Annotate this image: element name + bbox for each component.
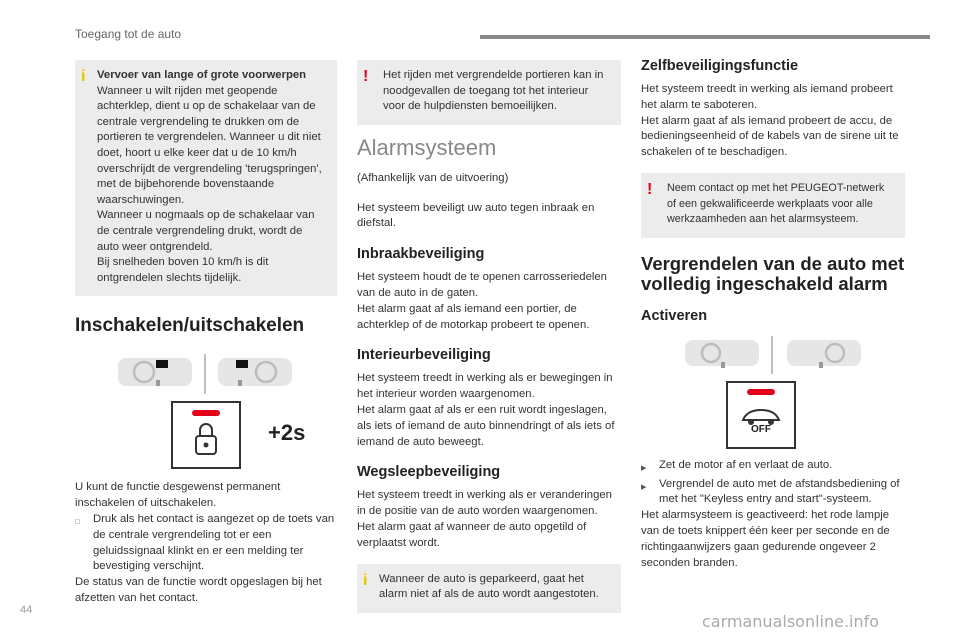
bullet-item: [641, 458, 905, 477]
info-text: Wanneer de auto is geparkeerd, gaat het alarm niet af als de auto wordt aangestoten.: [379, 572, 599, 601]
info-box-transport: [75, 60, 337, 296]
bullet-arrow-icon: ▶: [641, 483, 647, 491]
warning-box-peugeot: [641, 173, 905, 238]
bullet-text: Zet de motor af en verlaat de auto.: [659, 458, 833, 471]
plus-2s-label: +2s: [268, 420, 306, 446]
warning-box-doors: [357, 60, 621, 125]
lock-button-icon: [170, 400, 242, 470]
info-icon: i: [363, 571, 368, 589]
bullet-text: Druk als het contact is aangezet op de toets van de centrale vergrendeling tot er een geluidssignaal klinkt en er een melding ter bevestiging verschijnt.: [93, 512, 335, 573]
bullet-arrow-icon: [75, 512, 93, 575]
section-header: Toegang tot de auto: [75, 27, 182, 41]
dashboard-illustration-1: [116, 350, 296, 396]
info-icon: i: [81, 68, 86, 85]
text-inbraak: Het systeem houdt de te openen carrosseriedelen van de auto in de gaten. Het alarm gaat af als iemand een portier, de achterklep of de motorkap probeert te openen.: [357, 271, 607, 331]
heading-activeren: Activeren: [641, 307, 708, 324]
heading-vergrendelen: Vergrendelen van de auto met volledig ingeschakeld alarm: [641, 252, 905, 294]
warning-text: Neem contact op met het PEUGEOT-netwerk of een gekwalificeerde werkplaats voor alle werkzaamheden aan het alarmsysteem.: [667, 181, 885, 226]
off-label: OFF: [751, 423, 771, 435]
heading-inbraak: Inbraakbeveiliging: [357, 246, 485, 263]
bullet-arrow-icon: ▶: [641, 464, 647, 472]
bullet-text: Vergrendel de auto met de afstandsbediening of met het "Keyless entry and start"-systeem.: [659, 477, 900, 506]
p-functie: U kunt de functie desgewenst permanent inschakelen of uitschakelen.: [75, 481, 281, 510]
column-2: [357, 60, 621, 613]
p-status: De status van de functie wordt opgeslagen bij het afzetten van het contact.: [75, 576, 322, 604]
note-uitvoering: (Afhankelijk van de uitvoering): [357, 171, 509, 184]
warning-text: Het rijden met vergrendelde portieren kan in noodgevallen de toegang tot het interieur voor de hulpdiensten bemoeilijken.: [383, 69, 604, 113]
heading-wegsleep: Wegsleepbeveiliging: [357, 464, 501, 481]
alarm-button-illustration: [641, 380, 905, 452]
info-box-title: Vervoer van lange of grote voorwerpen: [97, 69, 307, 81]
heading-interieur: Interieurbeveiliging: [357, 347, 491, 364]
dashboard-illustration-2: [683, 334, 863, 376]
header-bar: [480, 35, 930, 39]
info-box-parked: [357, 564, 621, 613]
warning-icon: !: [363, 68, 369, 85]
alarm-off-button-icon: [725, 380, 797, 450]
column-3: [641, 52, 905, 579]
warning-icon: !: [647, 180, 653, 198]
bullet-item: [641, 477, 905, 509]
heading-zelfbeveiliging: Zelfbeveiligingsfunctie: [641, 58, 799, 74]
text-zelfbeveiliging: Het systeem treedt in werking als iemand probeert het alarm te saboteren. Het alarm gaat af als iemand probeert de accu, de bedieningseenheid of de kabels van de sirene uit te schakelen of te beschadigen.: [641, 83, 899, 159]
intro-text: Het systeem beveiligt uw auto tegen inbraak en diefstal.: [357, 201, 595, 230]
column-1: [75, 60, 337, 615]
text-interieur: Het systeem treedt in werking als er bewegingen in het interieur worden waargenomen. Het alarm gaat af als er een ruit wordt ingeslagen, als iets of iemand de auto binnendringt of als iets of iemand de auto beweegt.: [357, 372, 615, 448]
title-alarmsysteem: Alarmsysteem: [357, 134, 497, 160]
heading-inschakelen: Inschakelen/uitschakelen: [75, 315, 305, 337]
site-logo: carmanualsonline.info: [702, 612, 880, 631]
page-number: 44: [20, 604, 33, 616]
text-wegsleep: Het systeem treedt in werking als er veranderingen in de positie van de auto worden waargenomen. Het alarm gaat af wanneer de auto opgetild of verplaatst wordt.: [357, 489, 612, 549]
p-geactiveerd: Het alarmsysteem is geactiveerd: het rode lampje van de toets knippert één keer per seconde en de richtingaanwijzers gaan gedurende ongeveer 2 seconden branden.: [641, 509, 890, 569]
info-box-body: Wanneer u wilt rijden met geopende achterklep, dient u op de schakelaar van de centrale vergrendeling te drukken om de portieren te vergrendelen. Wanneer u dit niet doet, hoort u elke keer dat u de 10 km/h overschrijdt de vergrendeling 'terugspringen', met de bijbehorende bovenstaande waarschuwingen. Wanneer u nogmaals op de schakelaar van de centrale vergrendeling drukt, wordt de auto weer ontgrendeld. Bij snelheden boven 10 km/h is dit ontgrendelen slechts tijdelijk.: [97, 84, 322, 284]
bullet-item: [75, 512, 337, 575]
lock-button-illustration: [75, 400, 337, 472]
